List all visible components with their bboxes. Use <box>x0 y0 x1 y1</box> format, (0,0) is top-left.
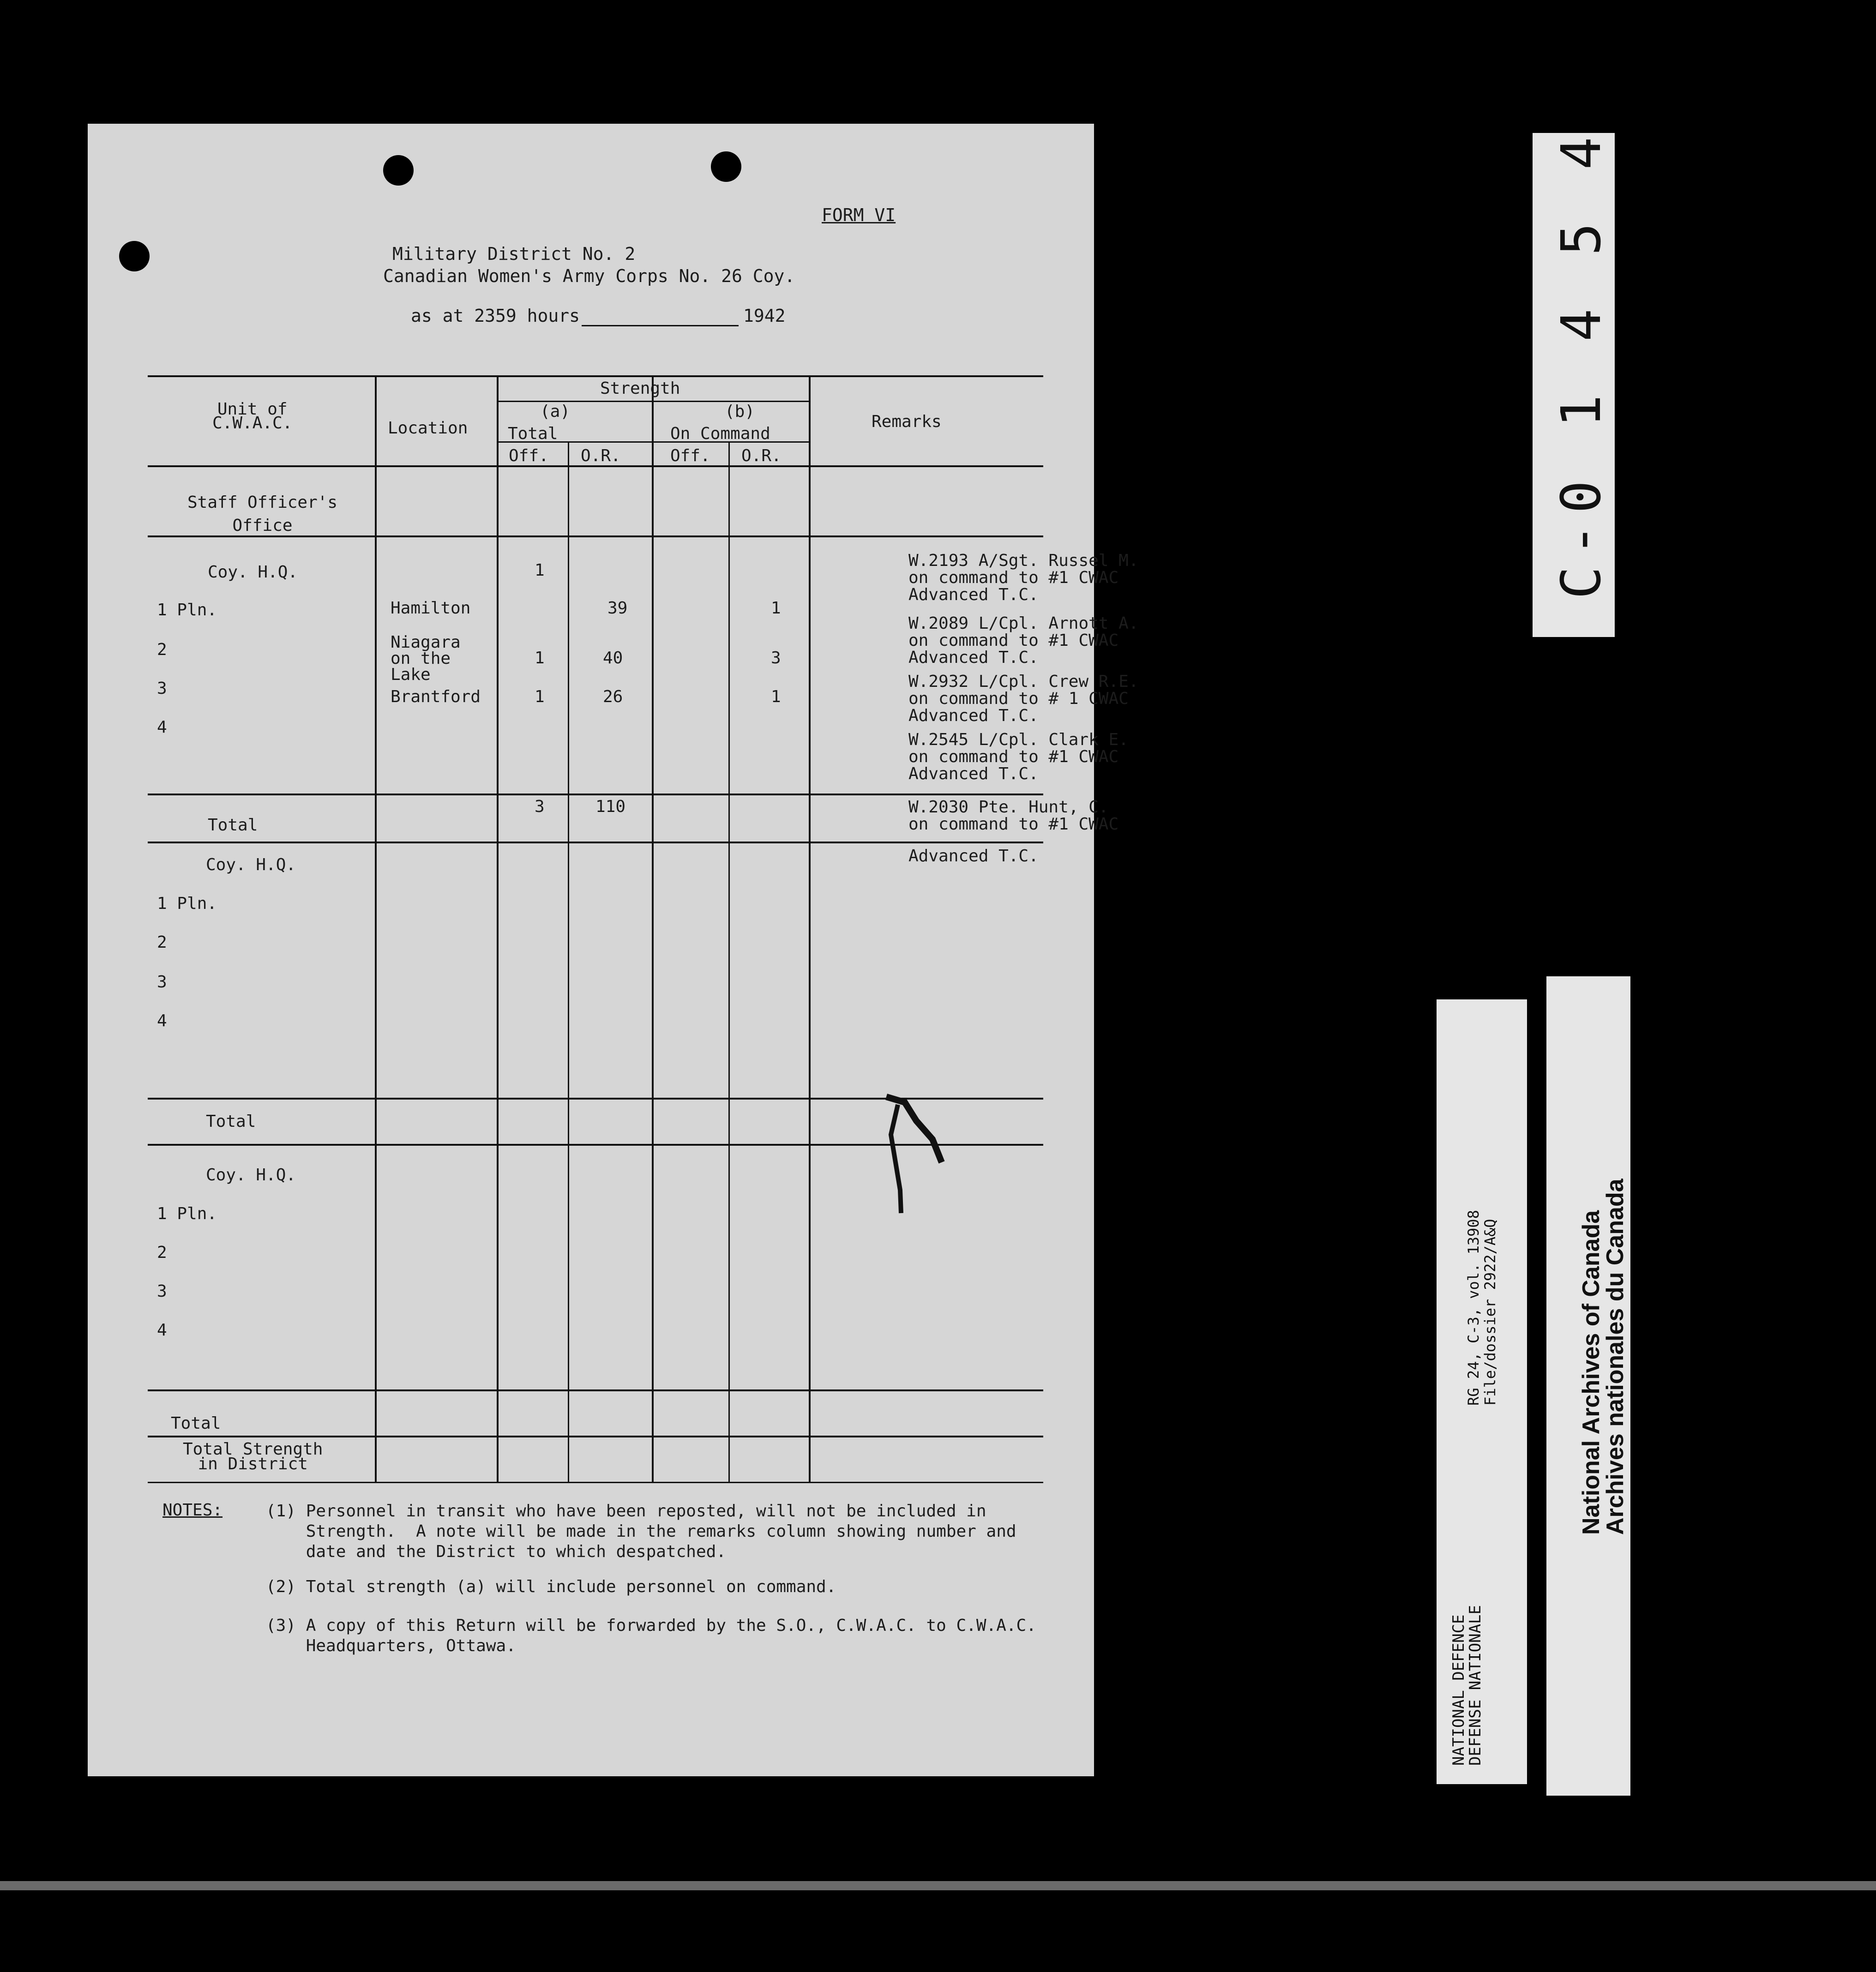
location-column-header: Location <box>388 419 468 438</box>
remark-entry: W.2030 Pte. Hunt, C. on command to #1 CWAC <box>908 798 1119 834</box>
film-edge-strip <box>0 1881 1876 1890</box>
as-at-label: as at 2359 hours <box>411 306 580 326</box>
total-or-cell: 39 <box>607 599 628 618</box>
frame-number: C-0 1 4 5 4 <box>1549 126 1613 599</box>
on-command-b-label: (b) <box>725 402 755 421</box>
archives-name-french: Archives nationales du Canada <box>1602 1178 1629 1535</box>
remark-entry: W.2089 L/Cpl. Arnott A. on command to #1 CWAC Advanced T.C. <box>908 614 1139 667</box>
grand-total-label: Total Strength in District <box>183 1440 323 1473</box>
reference-label <box>1437 999 1527 1784</box>
form-number: FORM VI <box>822 205 896 225</box>
unit-cell: 2 <box>157 1243 167 1262</box>
total-off-header: Off. <box>509 446 549 465</box>
total-a-label: (a) <box>540 402 571 421</box>
unit-cell: 3 <box>157 1282 167 1301</box>
command-or-cell: 1 <box>771 687 781 706</box>
note-item: (2) Total strength (a) will include personnel on command. <box>266 1577 836 1596</box>
location-cell: Brantford <box>391 687 481 706</box>
total-off-sum: 3 <box>535 797 545 816</box>
date-blank <box>582 325 739 326</box>
rule <box>148 1482 1043 1483</box>
unit-cell: 4 <box>157 718 167 737</box>
unit-cell: 3 <box>157 973 167 992</box>
total-off-cell: 1 <box>535 561 545 580</box>
unit-cell: 1 Pln. <box>157 1204 217 1223</box>
remark-entry: Advanced T.C. <box>908 847 1039 866</box>
location-cell: Niagara on the Lake <box>391 633 461 684</box>
on-command-header: On Command <box>670 424 770 443</box>
archives-label <box>1546 976 1630 1796</box>
rule <box>148 842 1043 843</box>
unit-cell: 3 <box>157 679 167 698</box>
rule <box>148 1389 1043 1391</box>
defence-label-line1: NATIONAL DEFENCE <box>1449 1614 1468 1766</box>
unit-cell: Coy. H.Q. <box>206 1166 296 1184</box>
handwritten-initial-mark <box>872 1093 956 1222</box>
note-item: (3) A copy of this Return will be forwarded by the S.O., C.W.A.C. to C.W.A.C. Headquarters, Ottawa. <box>266 1616 1036 1655</box>
unit-column-header: Unit of C.W.A.C. <box>212 400 293 433</box>
notes-title: NOTES: <box>162 1501 223 1520</box>
command-or-cell: 1 <box>771 599 781 618</box>
total-or-cell: 40 <box>603 649 623 667</box>
unit-cell: 2 <box>157 933 167 952</box>
total-row-label: Total <box>206 1112 256 1131</box>
total-row-label: Total <box>208 816 258 835</box>
year: 1942 <box>743 306 786 326</box>
punch-hole <box>383 155 414 186</box>
total-row-label: Total <box>171 1414 221 1433</box>
total-off-cell: 1 <box>535 649 545 667</box>
punch-hole <box>119 241 150 271</box>
column-divider <box>809 375 811 1482</box>
column-divider <box>497 375 499 1482</box>
staff-office-row: Staff Officer's Office <box>187 493 338 535</box>
record-group-reference: RG 24, C-3, vol. 13908 <box>1465 1210 1482 1406</box>
total-header: Total <box>508 424 558 443</box>
command-or-header: O.R. <box>741 446 782 465</box>
total-off-cell: 1 <box>535 687 545 706</box>
rule <box>148 465 1043 467</box>
total-or-cell: 26 <box>603 687 623 706</box>
remark-entry: W.2545 L/Cpl. Clark E. on command to #1 CWAC Advanced T.C. <box>908 730 1129 783</box>
punch-hole <box>711 151 741 182</box>
frame-number-label <box>1533 126 1615 637</box>
document-page <box>88 124 1139 1776</box>
location-cell: Hamilton <box>391 599 471 618</box>
remark-entry: W.2932 L/Cpl. Crew R.E. on command to # 1 CWAC Advanced T.C. <box>908 672 1139 725</box>
total-or-sum: 110 <box>595 797 626 816</box>
unit-cell: Coy. H.Q. <box>208 563 298 582</box>
unit-cell: 1 Pln. <box>157 601 217 619</box>
unit-cell: 2 <box>157 640 167 659</box>
column-divider <box>652 375 654 1482</box>
rule <box>148 1436 1043 1437</box>
file-reference: File/dossier 2922/A&Q <box>1481 1219 1499 1406</box>
column-divider <box>375 375 377 1482</box>
corps-title: Canadian Women's Army Corps No. 26 Coy. <box>383 266 795 286</box>
unit-cell: 1 Pln. <box>157 894 217 913</box>
total-or-header: O.R. <box>581 446 621 465</box>
unit-cell: Coy. H.Q. <box>206 855 296 874</box>
command-or-cell: 3 <box>771 649 781 667</box>
column-divider <box>568 442 569 1482</box>
archives-name-english: National Archives of Canada <box>1578 1210 1605 1535</box>
remarks-column-header: Remarks <box>872 412 942 431</box>
defence-label-line2: DEFENSE NATIONALE <box>1466 1605 1485 1766</box>
district-title: Military District No. 2 <box>392 244 636 264</box>
column-divider <box>728 442 730 1482</box>
strength-header: Strength <box>600 379 680 398</box>
unit-cell: 4 <box>157 1321 167 1340</box>
remark-entry: W.2193 A/Sgt. Russel M. on command to #1 CWAC Advanced T.C. <box>908 551 1139 604</box>
command-off-header: Off. <box>670 446 710 465</box>
unit-cell: 4 <box>157 1011 167 1030</box>
rule <box>148 794 1043 795</box>
note-item: (1) Personnel in transit who have been reposted, will not be included in Strength. A note will be made in the remarks column showing number and date and the District to which despatched. <box>266 1502 1016 1561</box>
rule <box>148 375 1043 377</box>
